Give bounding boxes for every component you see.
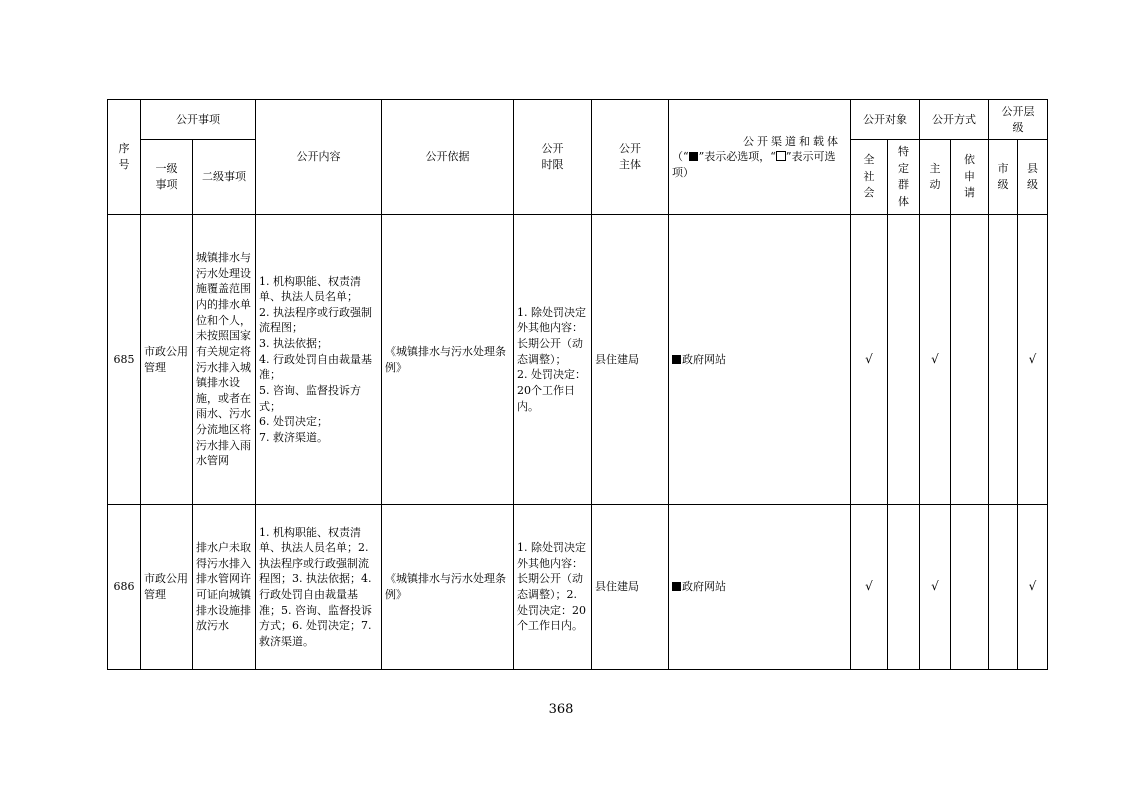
channel-label: 政府网站	[682, 580, 726, 594]
row-method-active: √	[920, 215, 951, 505]
content-item: 3. 执法依据；	[259, 337, 328, 351]
timelimit-item: 1. 除处罚决定外其他内容：长期公开（动态调整）；2. 处罚决定：20个工作日内。	[517, 541, 586, 633]
row-level2: 排水户未取得污水排入排水管网许可证向城镇排水设施排放污水	[193, 505, 256, 670]
timelimit-item: 2. 处罚决定：20个工作日内。	[517, 368, 586, 413]
table-row	[108, 215, 1048, 505]
row-content	[256, 505, 382, 670]
header-target-all: 全社会	[851, 140, 888, 215]
table-body	[108, 215, 1048, 670]
row-target-all: √	[851, 215, 888, 505]
row-content	[256, 215, 382, 505]
header-subject: 公开主体	[592, 100, 669, 215]
content-item: 1. 机构职能、权责清单、执法人员名单；	[259, 274, 361, 304]
row-timelimit	[514, 215, 592, 505]
header-level-group: 公开层级	[989, 100, 1048, 140]
row-level2: 城镇排水与污水处理设施覆盖范围内的排水单位和个人，未按照国家有关规定将污水排入城镇排水设施，或者在雨水、污水分流地区将污水排入雨水管网	[193, 215, 256, 505]
empty-square-icon	[776, 151, 786, 161]
row-level1: 市政公用管理	[141, 215, 193, 505]
table-row	[108, 505, 1048, 670]
header-matter-group: 公开事项	[141, 100, 256, 140]
filled-square-icon	[689, 152, 698, 161]
header-level-city: 市级	[989, 140, 1018, 215]
header-timelimit: 公开时限	[514, 100, 592, 215]
row-level-county: √	[1018, 505, 1048, 670]
row-seq: 686	[108, 505, 141, 670]
header-level1: 一级事项	[141, 140, 193, 215]
content-item: 4. 行政处罚自由裁量基准；	[259, 352, 372, 382]
disclosure-table	[107, 99, 1048, 670]
content-item: 6. 处罚决定；	[259, 415, 328, 429]
row-method-request	[951, 215, 989, 505]
row-channel	[669, 505, 851, 670]
row-target-all: √	[851, 505, 888, 670]
row-subject: 县住建局	[592, 215, 669, 505]
content-item: 7. 救济渠道。	[259, 430, 328, 444]
content-item: 2. 执法程序或行政强制流程图；	[259, 305, 372, 335]
row-target-specific	[888, 215, 920, 505]
header-method-active: 主动	[920, 140, 951, 215]
row-level1: 市政公用管理	[141, 505, 193, 670]
row-seq: 685	[108, 215, 141, 505]
header-content: 公开内容	[256, 100, 382, 215]
header-method-group: 公开方式	[920, 100, 989, 140]
row-basis: 《城镇排水与污水处理条例》	[382, 215, 514, 505]
filled-square-icon	[672, 355, 681, 364]
row-timelimit	[514, 505, 592, 670]
row-method-request	[951, 505, 989, 670]
header-level2: 二级事项	[193, 140, 256, 215]
header-target-specific: 特定群体	[888, 140, 920, 215]
channel-note: （“ ”表示必选项，“ ”表示可选项）	[672, 150, 836, 179]
row-basis: 《城镇排水与污水处理条例》	[382, 505, 514, 670]
row-method-active: √	[920, 505, 951, 670]
row-target-specific	[888, 505, 920, 670]
content-item: 5. 咨询、监督投诉方式；	[259, 383, 361, 413]
row-level-city	[989, 215, 1018, 505]
table-header	[108, 100, 1048, 215]
header-level-county: 县级	[1018, 140, 1048, 215]
timelimit-item: 1. 除处罚决定外其他内容：长期公开（动态调整）；	[517, 305, 586, 366]
content-item: 1. 机构职能、权责清单、执法人员名单；2. 执法程序或行政强制流程图；3. 执法依据；4. 行政处罚自由裁量基准；5. 咨询、监督投诉方式；6. 处罚决定；7. 救济渠道。	[259, 525, 372, 648]
page-number: 368	[548, 702, 574, 717]
header-channel	[669, 100, 851, 215]
header-target-group: 公开对象	[851, 100, 920, 140]
row-level-city	[989, 505, 1018, 670]
row-subject: 县住建局	[592, 505, 669, 670]
row-channel	[669, 215, 851, 505]
header-method-request: 依申请	[951, 140, 989, 215]
header-seq: 序号	[108, 100, 141, 215]
filled-square-icon	[672, 582, 681, 591]
channel-label: 政府网站	[682, 352, 726, 366]
header-basis: 公开依据	[382, 100, 514, 215]
channel-title: 公开渠道和载体	[743, 134, 841, 148]
row-level-county: √	[1018, 215, 1048, 505]
